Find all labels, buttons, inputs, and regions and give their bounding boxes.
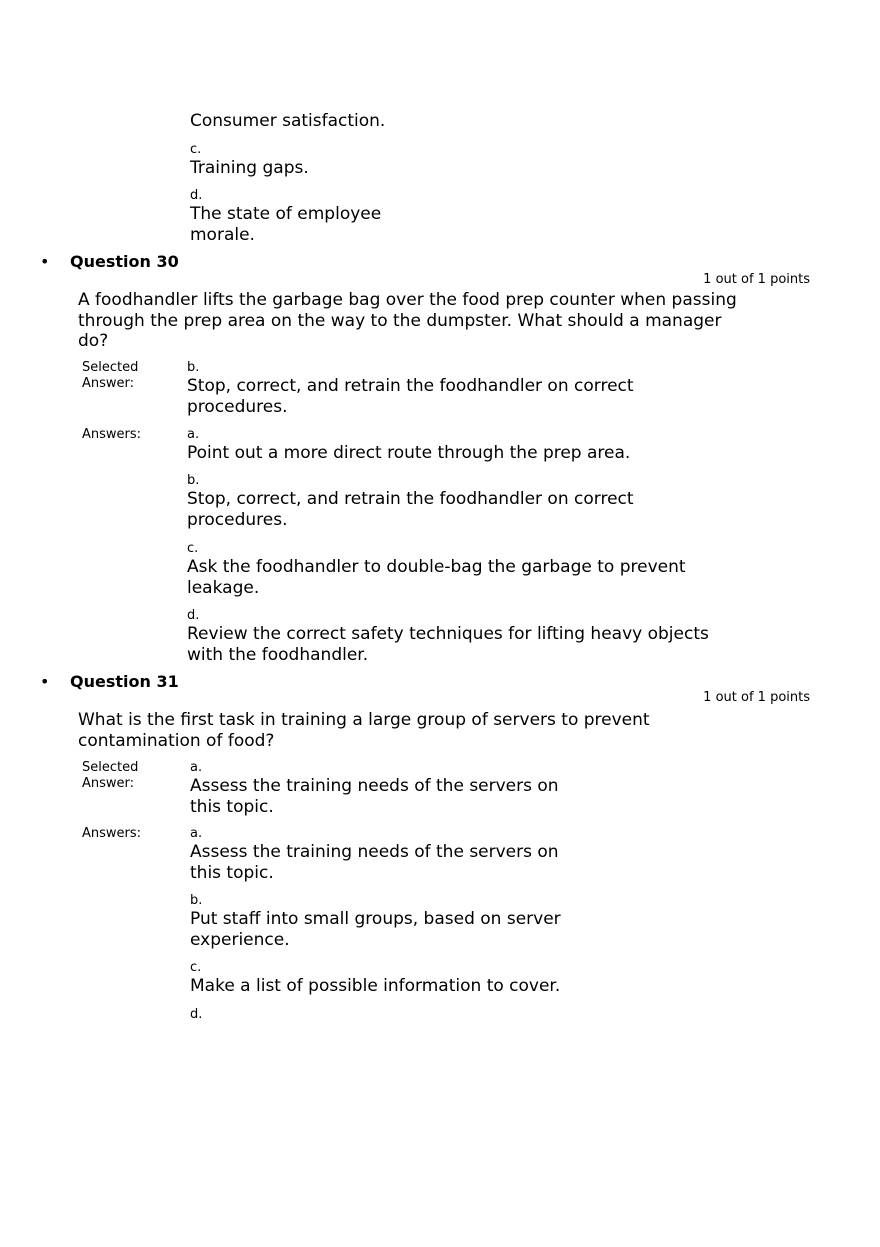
- option-letter: a.: [187, 427, 200, 442]
- question-31-answer-a: [190, 826, 590, 883]
- question-31-selected-label: Selected Answer:: [82, 760, 139, 791]
- prev-option-b: [190, 111, 410, 132]
- option-text: Stop, correct, and retrain the foodhandler on correct procedures.: [187, 376, 634, 417]
- question-30-selected-answer: [187, 360, 667, 417]
- question-30-points: 1 out of 1 points: [703, 272, 810, 287]
- option-letter: d.: [187, 608, 200, 623]
- question-31-answer-c: [190, 960, 610, 997]
- question-30-title: Question 30: [70, 252, 179, 271]
- option-text: The state of employee morale.: [190, 204, 382, 245]
- option-letter: b.: [187, 360, 200, 375]
- option-text: Ask the foodhandler to double-bag the garbage to prevent leakage.: [187, 557, 686, 598]
- question-30-answers-label: Answers:: [82, 427, 142, 442]
- question-31-answer-d: [190, 1007, 610, 1023]
- option-text: Assess the training needs of the servers on this topic.: [190, 776, 559, 817]
- option-text: Training gaps.: [190, 158, 309, 178]
- option-letter: c.: [187, 541, 199, 556]
- option-letter: d.: [190, 1007, 203, 1022]
- option-text: Make a list of possible information to cover.: [190, 976, 561, 996]
- option-text: Assess the training needs of the servers on this topic.: [190, 842, 559, 883]
- option-letter: c.: [190, 142, 202, 157]
- option-text: Consumer satisfaction.: [190, 111, 386, 131]
- question-31-prompt: What is the first task in training a large group of servers to prevent contamination of food?: [78, 710, 650, 751]
- option-text: Review the correct safety techniques for lifting heavy objects with the foodhandler.: [187, 624, 709, 665]
- question-31-answer-b: [190, 893, 590, 950]
- option-text: Stop, correct, and retrain the foodhandler on correct procedures.: [187, 489, 634, 530]
- question-30-bullet: •: [40, 252, 50, 271]
- option-letter: d.: [190, 188, 203, 203]
- option-text: Put staff into small groups, based on server experience.: [190, 909, 561, 950]
- question-31-title: Question 31: [70, 672, 179, 691]
- question-31-selected-answer: [190, 760, 590, 817]
- option-letter: b.: [187, 473, 200, 488]
- question-31-answers-label: Answers:: [82, 826, 142, 841]
- question-30-selected-label: Selected Answer:: [82, 360, 139, 391]
- question-31-bullet: •: [40, 672, 50, 691]
- question-30-answer-a: [187, 427, 727, 464]
- prev-option-d: [190, 188, 400, 245]
- prev-option-c: [190, 142, 410, 179]
- question-30-answer-d: [187, 608, 747, 665]
- option-letter: a.: [190, 826, 203, 841]
- question-30-prompt: A foodhandler lifts the garbage bag over the food prep counter when passing through the prep area on the way to the dumpster. What should a manager do?: [78, 290, 737, 351]
- option-text: Point out a more direct route through the prep area.: [187, 443, 631, 463]
- question-30-answer-b: [187, 473, 667, 530]
- option-letter: a.: [190, 760, 203, 775]
- question-30-answer-c: [187, 541, 727, 598]
- question-31-points: 1 out of 1 points: [703, 690, 810, 705]
- option-letter: b.: [190, 893, 203, 908]
- option-letter: c.: [190, 960, 202, 975]
